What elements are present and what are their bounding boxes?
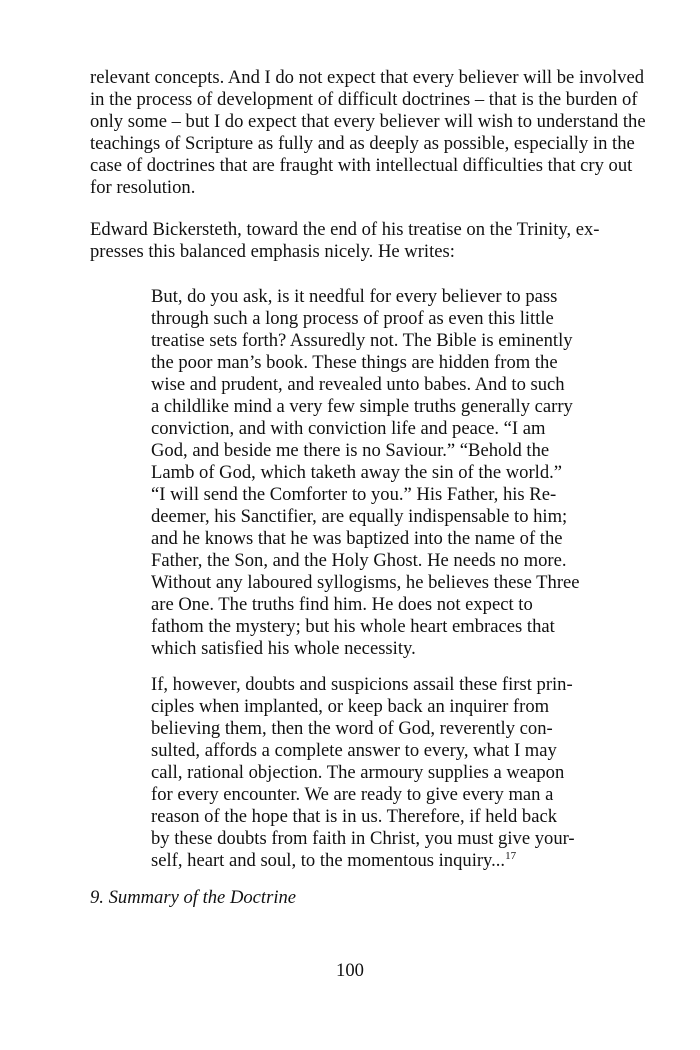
quote-line: wise and prudent, and revealed unto babes. And to such: [151, 374, 565, 395]
footnote-reference[interactable]: 17: [505, 849, 517, 862]
section-heading: 9. Summary of the Doctrine: [90, 887, 297, 908]
quote-line: God, and beside me there is no Saviour.” “Behold the: [151, 440, 550, 461]
text-line: Edward Bickersteth, toward the end of his treatise on the Trinity, ex-: [90, 219, 600, 240]
quote-line: and he knows that he was baptized into the name of the: [151, 528, 563, 549]
quote-line: are One. The truths find him. He does not expect to: [151, 594, 533, 615]
quote-line: ciples when implanted, or keep back an inquirer from: [151, 696, 550, 717]
body-paragraph-1: [90, 67, 646, 199]
body-paragraph-2: [90, 219, 600, 263]
text-line: relevant concepts. And I do not expect that every believer will be involved: [90, 67, 645, 88]
quote-line: through such a long process of proof as even this little: [151, 308, 554, 329]
quote-line: “I will send the Comforter to you.” His Father, his Re-: [151, 484, 557, 505]
text-line: presses this balanced emphasis nicely. He writes:: [90, 241, 455, 262]
quote-line: Without any laboured syllogisms, he believes these Three: [151, 572, 580, 593]
text-line: teachings of Scripture as fully and as deeply as possible, especially in the: [90, 133, 635, 154]
quote-line: conviction, and with conviction life and peace. “I am: [151, 418, 546, 439]
quote-line: If, however, doubts and suspicions assail these first prin-: [151, 674, 573, 695]
quote-line: fathom the mystery; but his whole heart embraces that: [151, 616, 555, 637]
text-line: in the process of development of difficult doctrines – that is the burden of: [90, 89, 638, 110]
text-line: case of doctrines that are fraught with intellectual difficulties that cry out: [90, 155, 633, 176]
quote-line: Lamb of God, which taketh away the sin of the world.”: [151, 462, 563, 483]
quote-line: the poor man’s book. These things are hidden from the: [151, 352, 558, 373]
quote-line: But, do you ask, is it needful for every believer to pass: [151, 286, 558, 307]
block-quote-paragraph-1: [151, 286, 580, 660]
text-line: only some – but I do expect that every believer will wish to understand the: [90, 111, 646, 132]
quote-line: deemer, his Sanctifier, are equally indispensable to him;: [151, 506, 568, 527]
quote-line: reason of the hope that is in us. Therefore, if held back: [151, 806, 558, 827]
text-line: for resolution.: [90, 177, 196, 198]
quote-line: by these doubts from faith in Christ, you must give your-: [151, 828, 575, 849]
quote-line: treatise sets forth? Assuredly not. The Bible is eminently: [151, 330, 573, 351]
quote-line: sulted, affords a complete answer to every, what I may: [151, 740, 557, 761]
quote-line: call, rational objection. The armoury supplies a weapon: [151, 762, 565, 783]
quote-line: which satisfied his whole necessity.: [151, 638, 416, 659]
quote-line-last: [151, 850, 575, 872]
quote-line: a childlike mind a very few simple truths generally carry: [151, 396, 573, 417]
quote-line: believing them, then the word of God, reverently con-: [151, 718, 553, 739]
block-quote-paragraph-2: [151, 674, 575, 872]
quote-line: for every encounter. We are ready to give every man a: [151, 784, 554, 805]
quote-line: Father, the Son, and the Holy Ghost. He needs no more.: [151, 550, 567, 571]
page-number: 100: [336, 960, 364, 981]
quote-line-text: self, heart and soul, to the momentous inquiry...: [151, 850, 506, 871]
